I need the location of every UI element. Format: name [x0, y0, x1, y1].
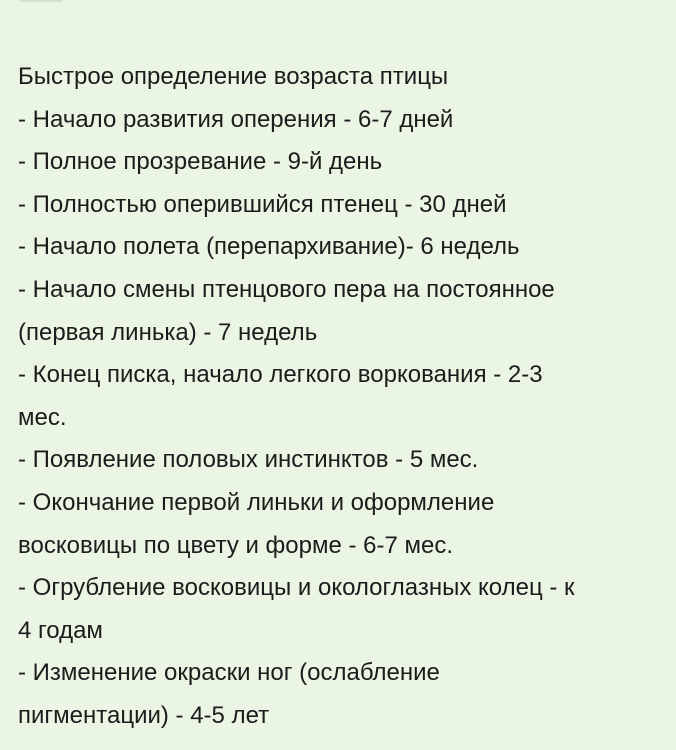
text-line: - Полное прозревание - 9-й день	[18, 148, 383, 176]
text-line: - Изменение окраски ног (ослабление	[18, 659, 440, 687]
text-line: восковицы по цвету и форме - 6-7 мес.	[18, 531, 454, 559]
document-heading: Быстрое определение возраста птицы	[18, 63, 449, 90]
text-line: - Начало развития оперения - 6-7 дней	[18, 105, 454, 133]
text-line: - Начало полета (перепархивание)- 6 недель	[18, 233, 520, 261]
text-line: - Огрубление восковицы и окологлазных колец - к	[18, 574, 575, 602]
clipped-top-element	[18, 0, 64, 2]
text-line: (первая линька) - 7 недель	[18, 318, 318, 346]
text-line: пигментации) - 4-5 лет	[18, 701, 270, 729]
text-line: - Появление половых инстинктов - 5 мес.	[18, 446, 479, 474]
text-line: - Начало смены птенцового пера на постоянное	[18, 275, 555, 303]
document-text	[18, 56, 676, 738]
text-line: - Полностью оперившийся птенец - 30 дней	[18, 190, 507, 218]
text-line: - Окончание первой линьки и оформление	[18, 488, 495, 516]
text-line: мес.	[18, 403, 67, 431]
text-line: 4 годам	[18, 616, 103, 644]
text-line: - Конец писка, начало легкого воркования - 2-3	[18, 361, 543, 389]
